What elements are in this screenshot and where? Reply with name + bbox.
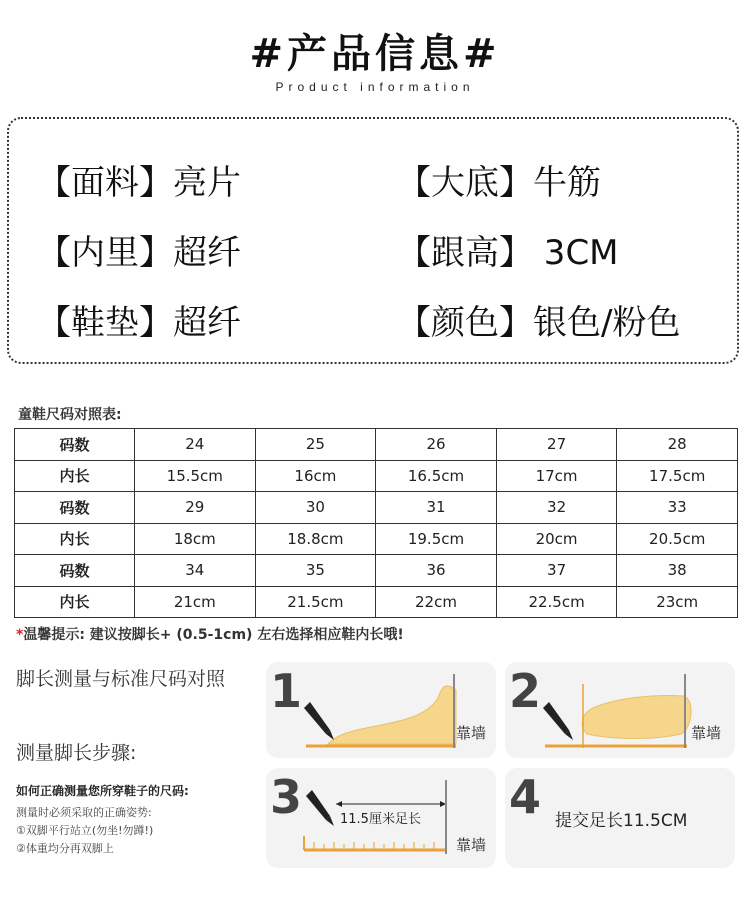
size-cell: 25 [255, 429, 376, 461]
pencil-icon [543, 702, 573, 740]
step-2-wall-label: 靠墙 [691, 724, 722, 742]
length-cell: 18cm [135, 523, 256, 555]
size-row-header: 码数 [15, 492, 135, 524]
length-cell: 17.5cm [617, 460, 738, 492]
length-cell: 21cm [135, 586, 256, 618]
tip-text: 温馨提示: 建议按脚长+ (0.5-1cm) 左右选择相应鞋内长哦! [23, 627, 404, 643]
page-subtitle: Product information [275, 80, 475, 94]
info-color: 【颜色】银色/粉色 [397, 303, 681, 343]
length-cell: 16cm [255, 460, 376, 492]
size-row-header: 码数 [15, 429, 135, 461]
pencil-icon [304, 702, 334, 740]
length-cell: 23cm [617, 586, 738, 618]
size-row-header: 码数 [15, 555, 135, 587]
size-row [15, 555, 738, 587]
length-row [15, 586, 738, 618]
size-cell: 35 [255, 555, 376, 587]
length-cell: 15.5cm [135, 460, 256, 492]
how-to-measure-title: 如何正确测量您所穿鞋子的尺码: [16, 784, 189, 798]
step-3-number: 3 [270, 770, 303, 824]
info-heel: 【跟高】 3CM [397, 233, 619, 273]
step-4-number: 4 [509, 770, 542, 824]
size-cell: 36 [376, 555, 497, 587]
length-row-header: 内长 [15, 586, 135, 618]
foot-length-title: 脚长测量与标准尺码对照 [16, 668, 226, 690]
length-row [15, 523, 738, 555]
step-3-wall-label: 靠墙 [456, 836, 487, 854]
step-1-number: 1 [270, 664, 303, 718]
length-cell: 20.5cm [617, 523, 738, 555]
tip-star: * [16, 627, 24, 643]
size-row [15, 492, 738, 524]
length-cell: 19.5cm [376, 523, 497, 555]
size-cell: 32 [496, 492, 617, 524]
info-lining: 【内里】超纤 [37, 233, 241, 273]
length-cell: 21.5cm [255, 586, 376, 618]
step-1-wall-label: 靠墙 [456, 724, 487, 742]
length-row-header: 内长 [15, 523, 135, 555]
size-cell: 37 [496, 555, 617, 587]
length-cell: 18.8cm [255, 523, 376, 555]
info-material: 【面料】亮片 [37, 163, 241, 203]
length-cell: 22cm [376, 586, 497, 618]
size-cell: 28 [617, 429, 738, 461]
how-line-2: ①双脚平行站立(勿坐!勿蹲!) [16, 824, 154, 837]
length-row [15, 460, 738, 492]
length-cell: 16.5cm [376, 460, 497, 492]
pencil-icon [306, 790, 334, 826]
how-line-3: ②体重均分再双脚上 [16, 842, 114, 855]
step-1-card [266, 662, 496, 758]
sizing-tip [16, 624, 404, 644]
size-cell: 30 [255, 492, 376, 524]
info-insole: 【鞋垫】超纤 [37, 303, 241, 343]
how-line-1: 测量时必须采取的正确姿势: [16, 806, 152, 819]
length-cell: 22.5cm [496, 586, 617, 618]
size-cell: 34 [135, 555, 256, 587]
size-chart-title: 童鞋尺码对照表: [18, 407, 122, 423]
size-chart-table [14, 428, 738, 618]
step-4-submit-text: 提交足长11.5CM [555, 811, 688, 831]
size-cell: 31 [376, 492, 497, 524]
size-cell: 29 [135, 492, 256, 524]
length-row-header: 内长 [15, 460, 135, 492]
length-cell: 17cm [496, 460, 617, 492]
product-info-box [7, 117, 739, 364]
step-3-card [266, 768, 496, 868]
step-4-card [505, 768, 735, 868]
step-2-card [505, 662, 735, 758]
info-sole: 【大底】牛筋 [397, 163, 601, 203]
step-2-number: 2 [509, 664, 542, 718]
steps-title: 测量脚长步骤: [16, 742, 137, 764]
size-row [15, 429, 738, 461]
ruler-length-label: 11.5厘米足长 [340, 812, 421, 827]
size-cell: 24 [135, 429, 256, 461]
size-cell: 26 [376, 429, 497, 461]
size-cell: 33 [617, 492, 738, 524]
page-title: #产品信息# [249, 31, 501, 77]
length-cell: 20cm [496, 523, 617, 555]
size-cell: 38 [617, 555, 738, 587]
size-cell: 27 [496, 429, 617, 461]
